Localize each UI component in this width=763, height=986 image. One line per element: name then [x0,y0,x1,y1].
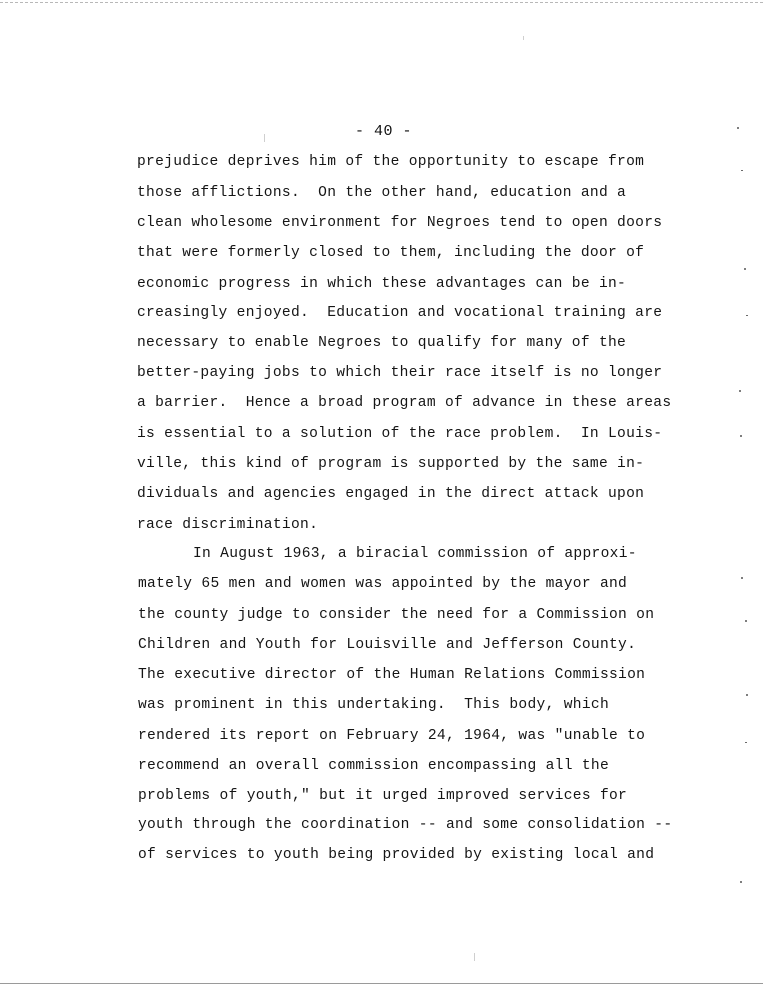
text-line: ville, this kind of program is supported by the same in- [137,456,645,472]
scan-speck [744,268,746,270]
scan-speck [741,577,743,579]
text-line: those afflictions. On the other hand, education and a [137,185,627,201]
text-line: recommend an overall commission encompassing all the [138,758,609,774]
text-line: the county judge to consider the need for a Commission on [138,607,655,623]
text-line: rendered its report on February 24, 1964, was "unable to [138,728,646,744]
scan-bottom-edge [0,983,763,984]
text-line: is essential to a solution of the race problem. In Louis- [137,426,663,442]
text-line: The executive director of the Human Relations Commission [138,667,646,683]
scan-speck [740,881,742,883]
text-line: of services to youth being provided by existing local and [138,847,655,863]
scan-speck [740,435,742,437]
text-line: necessary to enable Negroes to qualify for many of the [137,335,627,351]
scan-speck [746,315,748,316]
scan-speck [741,170,743,171]
text-line: clean wholesome environment for Negroes tend to open doors [137,215,663,231]
text-line: economic progress in which these advantages can be in- [137,276,627,292]
text-line: youth through the coordination -- and some consolidation -- [138,817,673,833]
text-line: was prominent in this undertaking. This body, which [138,697,609,713]
paragraph-start-line: In August 1963, a biracial commission of approxi- [193,546,637,562]
text-line: that were formerly closed to them, including the door of [137,245,645,261]
scan-mark [523,36,524,40]
text-line: problems of youth," but it urged improved services for [138,788,628,804]
scan-speck [737,127,739,129]
scan-mark [264,134,265,142]
scan-speck [746,694,748,696]
page-number: - 40 - [354,123,412,140]
text-line: mately 65 men and women was appointed by the mayor and [138,576,628,592]
scan-speck [739,390,741,392]
text-line: creasingly enjoyed. Education and vocational training are [137,305,663,321]
text-line: prejudice deprives him of the opportunity to escape from [137,154,645,170]
text-line: dividuals and agencies engaged in the direct attack upon [137,486,645,502]
text-line: a barrier. Hence a broad program of advance in these areas [137,395,672,411]
text-line: race discrimination. [137,517,319,533]
scan-speck [745,742,747,743]
text-line: Children and Youth for Louisville and Jefferson County. [138,637,637,653]
scan-speck [745,620,747,622]
text-line: better-paying jobs to which their race itself is no longer [137,365,663,381]
scan-mark [474,953,475,961]
